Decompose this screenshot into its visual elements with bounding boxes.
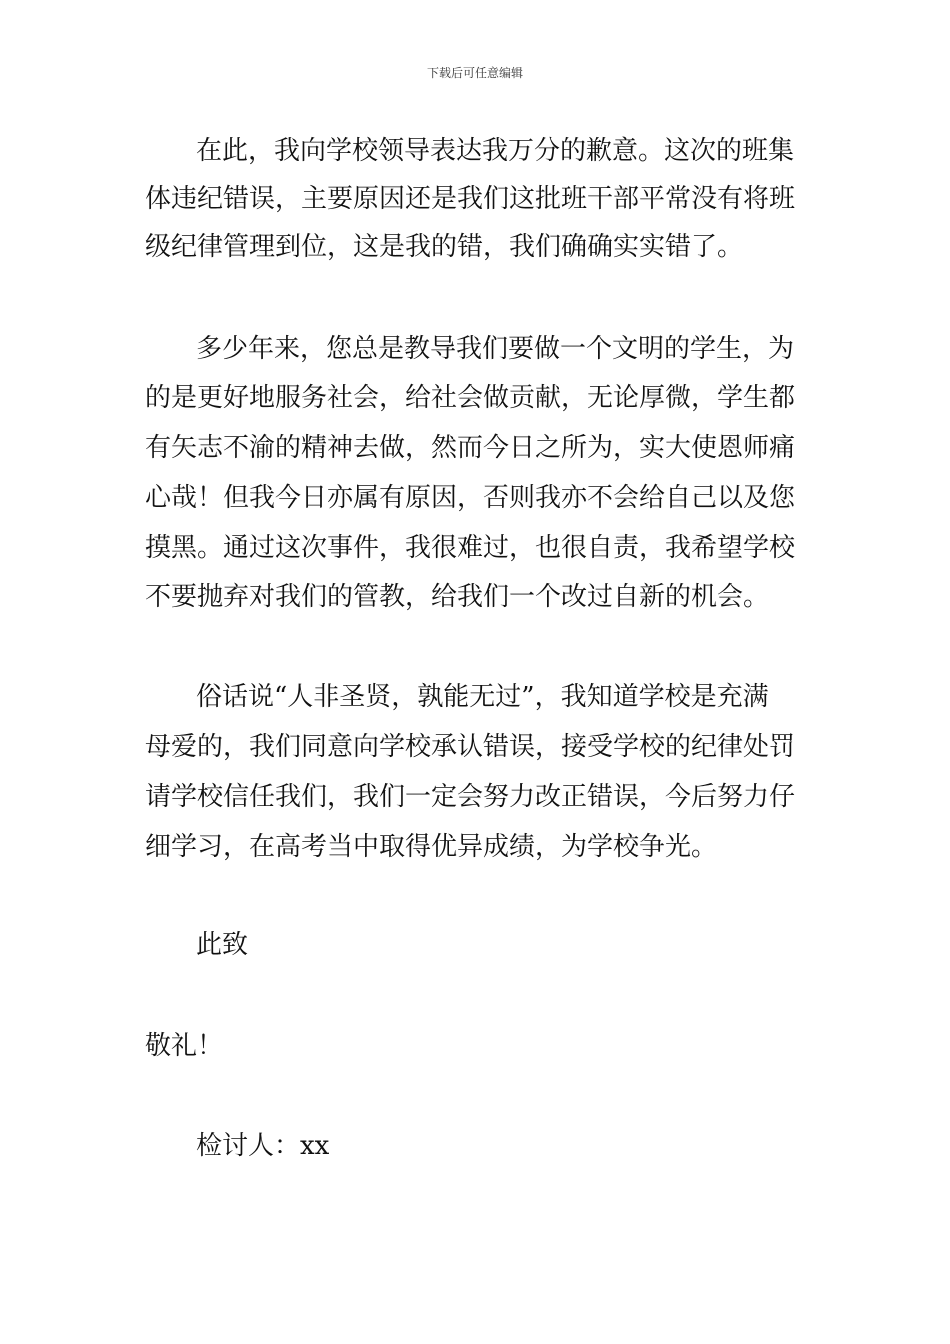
paragraph-line: 请学校信任我们，我们一定会努力改正错误，今后努力仔 xyxy=(145,782,796,812)
signature: 检讨人：xx xyxy=(196,1131,330,1161)
paragraph-line: 母爱的，我们同意向学校承认错误，接受学校的纪律处罚 xyxy=(145,732,796,762)
paragraph-line: 细学习，在高考当中取得优异成绩，为学校争光。 xyxy=(145,832,718,862)
paragraph-line: 不要抛弃对我们的管教，给我们一个改过自新的机会。 xyxy=(145,582,770,612)
closing-salutation: 此致 xyxy=(196,930,249,960)
paragraph-line: 在此，我向学校领导表达我万分的歉意。这次的班集 xyxy=(196,136,795,166)
paragraph-line: 有矢志不渝的精神去做，然而今日之所为，实大使恩师痛 xyxy=(145,433,796,463)
closing-regards: 敬礼！ xyxy=(145,1031,224,1061)
page-header: 下载后可任意编辑 xyxy=(426,66,523,80)
paragraph-line: 俗话说“人非圣贤，孰能无过”，我知道学校是充满 xyxy=(196,682,769,712)
paragraph-line: 的是更好地服务社会，给社会做贡献，无论厚微，学生都 xyxy=(145,383,796,413)
paragraph-line: 级纪律管理到位，这是我的错，我们确确实实错了。 xyxy=(145,232,744,262)
paragraph-line: 体违纪错误，主要原因还是我们这批班干部平常没有将班 xyxy=(145,184,796,214)
paragraph-line: 摸黑。通过这次事件，我很难过，也很自责，我希望学校 xyxy=(145,533,796,563)
paragraph-line: 多少年来，您总是教导我们要做一个文明的学生，为 xyxy=(196,334,795,364)
paragraph-line: 心哉！但我今日亦属有原因，否则我亦不会给自己以及您 xyxy=(145,483,796,513)
